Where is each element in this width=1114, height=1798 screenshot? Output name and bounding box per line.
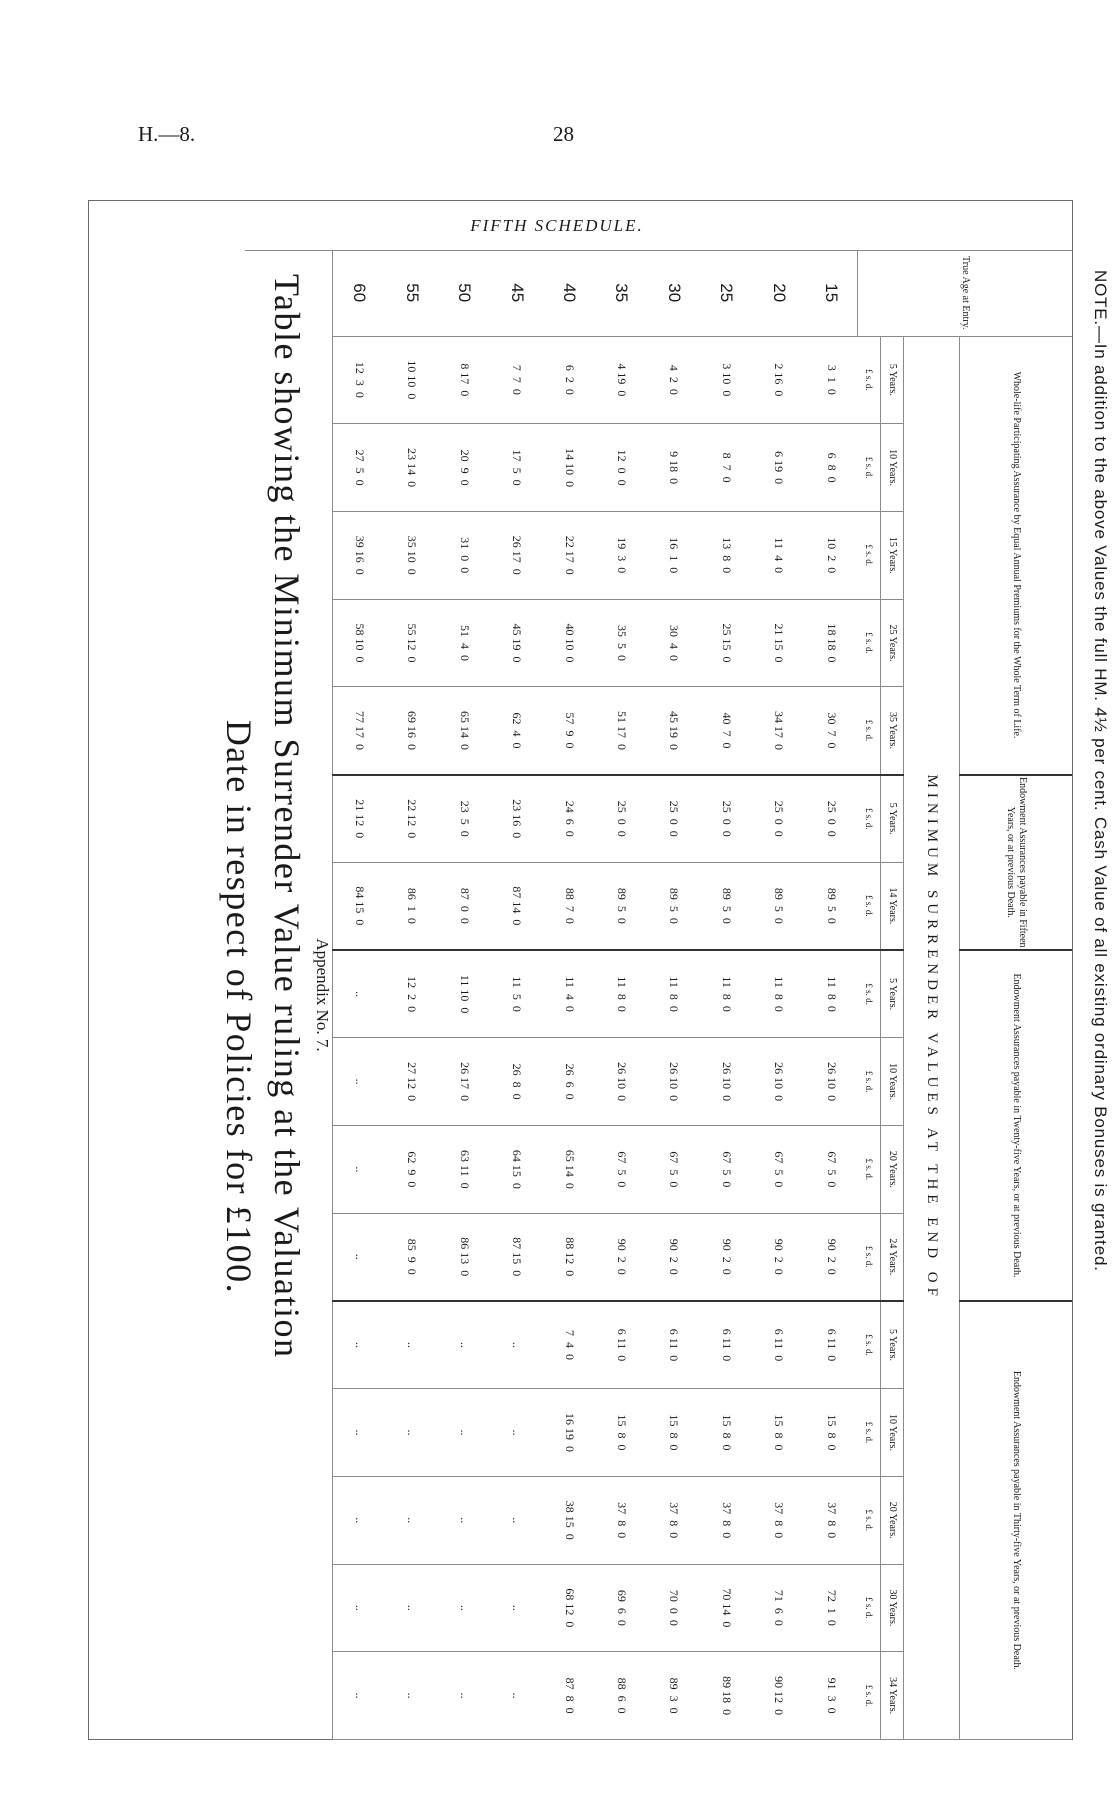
year-header: 24 Years. [881,1213,904,1301]
value-cell: .. [333,1038,386,1126]
value-cell: 69 16 0 [386,687,438,775]
value-cell: 35 5 0 [595,599,647,687]
value-cell: 88 7 0 [543,862,595,950]
value-cell: 26 10 0 [753,1038,805,1126]
value-cell: .. [386,1652,438,1740]
group-endow-35: Endowment Assurances payable in Thirty-five Years, or at previous Death. [960,1301,1073,1740]
value-cell: .. [490,1301,542,1389]
value-cell: 37 8 0 [700,1476,752,1564]
value-cell: 58 10 0 [333,599,386,687]
value-cell: 21 15 0 [753,599,805,687]
value-cell: 51 17 0 [595,687,647,775]
value-cell: 26 10 0 [700,1038,752,1126]
age-cell: 50 [438,250,490,336]
age-cell: 40 [543,250,595,336]
year-header: 30 Years. [881,1564,904,1652]
group-whole-life: Whole-life Participating Assurance by Equal Annual Premiums for the Whole Term of Life. [960,336,1073,775]
mid-heading: MINIMUM SURRENDER VALUES AT THE END OF [904,336,960,1740]
value-cell: 12 0 0 [595,424,647,512]
value-cell: 14 10 0 [543,424,595,512]
value-cell: 30 7 0 [805,687,858,775]
value-cell: 84 15 0 [333,862,386,950]
value-cell: 25 0 0 [595,775,647,863]
rotated-table-page [168,250,1110,1740]
table-row [386,250,438,1740]
unit-label: £ s. d. [858,1652,881,1740]
value-cell: 38 15 0 [543,1476,595,1564]
value-cell: 72 1 0 [805,1564,858,1652]
value-cell: 26 17 0 [490,511,542,599]
value-cell: 11 4 0 [543,950,595,1038]
note-text: NOTE.—In addition to the above Values the full HM. 4½ per cent. Cash Value of all existing ordinary Bonuses is granted. [1091,270,1110,1272]
value-cell: .. [438,1564,490,1652]
value-cell: 23 5 0 [438,775,490,863]
value-cell: .. [490,1564,542,1652]
value-cell: 87 14 0 [490,862,542,950]
value-cell: 11 8 0 [805,950,858,1038]
year-header: 20 Years. [881,1125,904,1213]
table-row [700,250,752,1740]
value-cell: 24 6 0 [543,775,595,863]
value-cell: 12 2 0 [386,950,438,1038]
value-cell: 7 4 0 [543,1301,595,1389]
value-cell: 70 14 0 [700,1564,752,1652]
value-cell: 26 10 0 [595,1038,647,1126]
value-cell: 13 8 0 [700,511,752,599]
value-cell: 11 8 0 [700,950,752,1038]
value-cell: .. [386,1389,438,1477]
year-header: 25 Years. [881,599,904,687]
table-row [490,250,542,1740]
page-number: 28 [553,122,574,146]
note-block [1078,250,1114,1740]
value-cell: .. [438,1476,490,1564]
value-cell: 26 6 0 [543,1038,595,1126]
value-cell: 11 5 0 [490,950,542,1038]
value-cell: .. [333,1652,386,1740]
year-header: 10 Years. [881,424,904,512]
value-cell: .. [490,1389,542,1477]
value-cell: 91 3 0 [805,1652,858,1740]
appendix-label: Appendix No. 7. [313,938,332,1052]
value-cell: 10 2 0 [805,511,858,599]
unit-label: £ s. d. [858,1476,881,1564]
value-cell: 67 5 0 [595,1125,647,1213]
value-cell: 15 8 0 [700,1389,752,1477]
unit-label: £ s. d. [858,687,881,775]
value-cell: 19 3 0 [595,511,647,599]
value-cell: 87 15 0 [490,1213,542,1301]
value-cell: 6 11 0 [648,1301,700,1389]
value-cell: 8 17 0 [438,336,490,424]
value-cell: 89 5 0 [648,862,700,950]
value-cell: .. [333,1125,386,1213]
value-cell: 69 6 0 [595,1564,647,1652]
unit-label: £ s. d. [858,775,881,863]
value-cell: 65 14 0 [543,1125,595,1213]
value-cell: 77 17 0 [333,687,386,775]
unit-label: £ s. d. [858,336,881,424]
value-cell: 6 2 0 [543,336,595,424]
value-cell: 89 18 0 [700,1652,752,1740]
value-cell: 15 8 0 [753,1389,805,1477]
value-cell: 4 19 0 [595,336,647,424]
unit-label: £ s. d. [858,1213,881,1301]
value-cell: .. [386,1301,438,1389]
value-cell: 23 16 0 [490,775,542,863]
group-endow-25: Endowment Assurances payable in Twenty-five Years, or at previous Death. [960,950,1073,1301]
value-cell: 51 4 0 [438,599,490,687]
value-cell: 89 5 0 [805,862,858,950]
value-cell: 37 8 0 [753,1476,805,1564]
value-cell: 25 0 0 [648,775,700,863]
unit-label: £ s. d. [858,424,881,512]
year-header: 35 Years. [881,687,904,775]
unit-label: £ s. d. [858,599,881,687]
value-cell: 27 12 0 [386,1038,438,1126]
age-cell: 15 [805,250,858,336]
value-cell: 6 11 0 [700,1301,752,1389]
value-cell: 90 2 0 [805,1213,858,1301]
value-cell: 55 12 0 [386,599,438,687]
year-header: 20 Years. [881,1476,904,1564]
value-cell: 11 8 0 [648,950,700,1038]
year-header: 34 Years. [881,1652,904,1740]
value-cell: 25 0 0 [700,775,752,863]
year-header: 15 Years. [881,511,904,599]
value-cell: 26 10 0 [648,1038,700,1126]
value-cell: .. [438,1301,490,1389]
value-cell: 62 9 0 [386,1125,438,1213]
value-cell: 31 0 0 [438,511,490,599]
value-cell: 27 5 0 [333,424,386,512]
table-row [543,250,595,1740]
value-cell: 3 10 0 [700,336,752,424]
age-cell: 25 [700,250,752,336]
table-title-line2: Date in respect of Policies for £100. [219,719,259,1295]
value-cell: 89 3 0 [648,1652,700,1740]
value-cell: .. [333,1301,386,1389]
unit-label: £ s. d. [858,1564,881,1652]
year-header: 5 Years. [881,950,904,1038]
value-cell: 65 14 0 [438,687,490,775]
value-cell: 90 2 0 [648,1213,700,1301]
value-cell: 89 5 0 [595,862,647,950]
value-cell: 35 10 0 [386,511,438,599]
value-cell: 20 9 0 [438,424,490,512]
value-cell: 22 12 0 [386,775,438,863]
value-cell: 16 1 0 [648,511,700,599]
year-header: 5 Years. [881,336,904,424]
value-cell: 2 16 0 [753,336,805,424]
year-header: 10 Years. [881,1038,904,1126]
value-cell: 87 8 0 [543,1652,595,1740]
table-row [648,250,700,1740]
value-cell: 25 0 0 [753,775,805,863]
age-cell: 30 [648,250,700,336]
value-cell: 3 1 0 [805,336,858,424]
value-cell: .. [438,1389,490,1477]
value-cell: 67 5 0 [648,1125,700,1213]
value-cell: 21 12 0 [333,775,386,863]
value-cell: 11 8 0 [595,950,647,1038]
value-cell: 40 10 0 [543,599,595,687]
year-header: 5 Years. [881,775,904,863]
value-cell: 15 8 0 [648,1389,700,1477]
value-cell: 88 12 0 [543,1213,595,1301]
value-cell: 39 16 0 [333,511,386,599]
value-cell: 6 11 0 [753,1301,805,1389]
value-cell: 9 18 0 [648,424,700,512]
value-cell: 45 19 0 [648,687,700,775]
value-cell: .. [490,1652,542,1740]
unit-label: £ s. d. [858,1389,881,1477]
value-cell: 90 12 0 [753,1652,805,1740]
value-cell: 10 10 0 [386,336,438,424]
value-cell: 71 6 0 [753,1564,805,1652]
value-cell: 17 5 0 [490,424,542,512]
value-cell: 25 0 0 [805,775,858,863]
unit-label: £ s. d. [858,1125,881,1213]
value-cell: 88 6 0 [595,1652,647,1740]
value-cell: .. [386,1564,438,1652]
value-cell: 23 14 0 [386,424,438,512]
value-cell: .. [333,1389,386,1477]
value-cell: 26 8 0 [490,1038,542,1126]
value-cell: 89 5 0 [700,862,752,950]
value-cell: 26 17 0 [438,1038,490,1126]
value-cell: 7 7 0 [490,336,542,424]
value-cell: 22 17 0 [543,511,595,599]
value-cell: 4 2 0 [648,336,700,424]
value-cell: 40 7 0 [700,687,752,775]
group-endow-15: Endowment Assurances payable in Fifteen Years, or at previous Death. [960,775,1073,950]
table-row [595,250,647,1740]
value-cell: .. [333,950,386,1038]
value-cell: .. [333,1476,386,1564]
value-cell: 85 9 0 [386,1213,438,1301]
value-cell: 64 15 0 [490,1125,542,1213]
age-cell: 55 [386,250,438,336]
value-cell: 62 4 0 [490,687,542,775]
value-cell: 37 8 0 [648,1476,700,1564]
value-cell: .. [386,1476,438,1564]
age-header: True Age at Entry. [858,250,1072,336]
value-cell: 90 2 0 [753,1213,805,1301]
value-cell: 63 11 0 [438,1125,490,1213]
value-cell: 67 5 0 [805,1125,858,1213]
value-cell: 15 8 0 [805,1389,858,1477]
table-row [333,250,386,1740]
value-cell: .. [438,1652,490,1740]
title-block [168,250,332,1740]
value-cell: 67 5 0 [753,1125,805,1213]
table-title-line1: Table showing the Minimum Surrender Value ruling at the Valuation [267,274,307,1359]
surrender-value-table [332,250,1072,1740]
year-header: 10 Years. [881,1389,904,1477]
value-cell: 15 8 0 [595,1389,647,1477]
age-cell: 35 [595,250,647,336]
value-cell: 57 9 0 [543,687,595,775]
value-cell: 11 10 0 [438,950,490,1038]
value-cell: 34 17 0 [753,687,805,775]
value-cell: 37 8 0 [805,1476,858,1564]
value-cell: .. [333,1564,386,1652]
value-cell: 30 4 0 [648,599,700,687]
value-cell: 11 4 0 [753,511,805,599]
unit-label: £ s. d. [858,950,881,1038]
value-cell: 6 11 0 [595,1301,647,1389]
value-cell: 37 8 0 [595,1476,647,1564]
value-cell: 70 0 0 [648,1564,700,1652]
value-cell: 6 11 0 [805,1301,858,1389]
value-cell: 67 5 0 [700,1125,752,1213]
value-cell: 16 19 0 [543,1389,595,1477]
value-cell: .. [490,1476,542,1564]
value-cell: 6 8 0 [805,424,858,512]
table-row [805,250,858,1740]
value-cell: 87 0 0 [438,862,490,950]
unit-label: £ s. d. [858,511,881,599]
age-cell: 60 [333,250,386,336]
value-cell: 90 2 0 [595,1213,647,1301]
value-cell: 45 19 0 [490,599,542,687]
schedule-title: FIFTH SCHEDULE. [470,216,644,235]
page-ref: H.—8. [138,122,196,146]
age-cell: 45 [490,250,542,336]
value-cell: 26 10 0 [805,1038,858,1126]
table-row [438,250,490,1740]
value-cell: 86 1 0 [386,862,438,950]
value-cell: 25 15 0 [700,599,752,687]
unit-label: £ s. d. [858,862,881,950]
unit-label: £ s. d. [858,1301,881,1389]
value-cell: 68 12 0 [543,1564,595,1652]
value-cell: 6 19 0 [753,424,805,512]
value-cell: 90 2 0 [700,1213,752,1301]
table-row [753,250,805,1740]
year-header: 14 Years. [881,862,904,950]
value-cell: 11 8 0 [753,950,805,1038]
value-cell: 18 18 0 [805,599,858,687]
value-cell: 12 3 0 [333,336,386,424]
value-cell: 89 5 0 [753,862,805,950]
value-cell: 8 7 0 [700,424,752,512]
unit-label: £ s. d. [858,1038,881,1126]
age-cell: 20 [753,250,805,336]
year-header: 5 Years. [881,1301,904,1389]
value-cell: .. [333,1213,386,1301]
value-cell: 86 13 0 [438,1213,490,1301]
